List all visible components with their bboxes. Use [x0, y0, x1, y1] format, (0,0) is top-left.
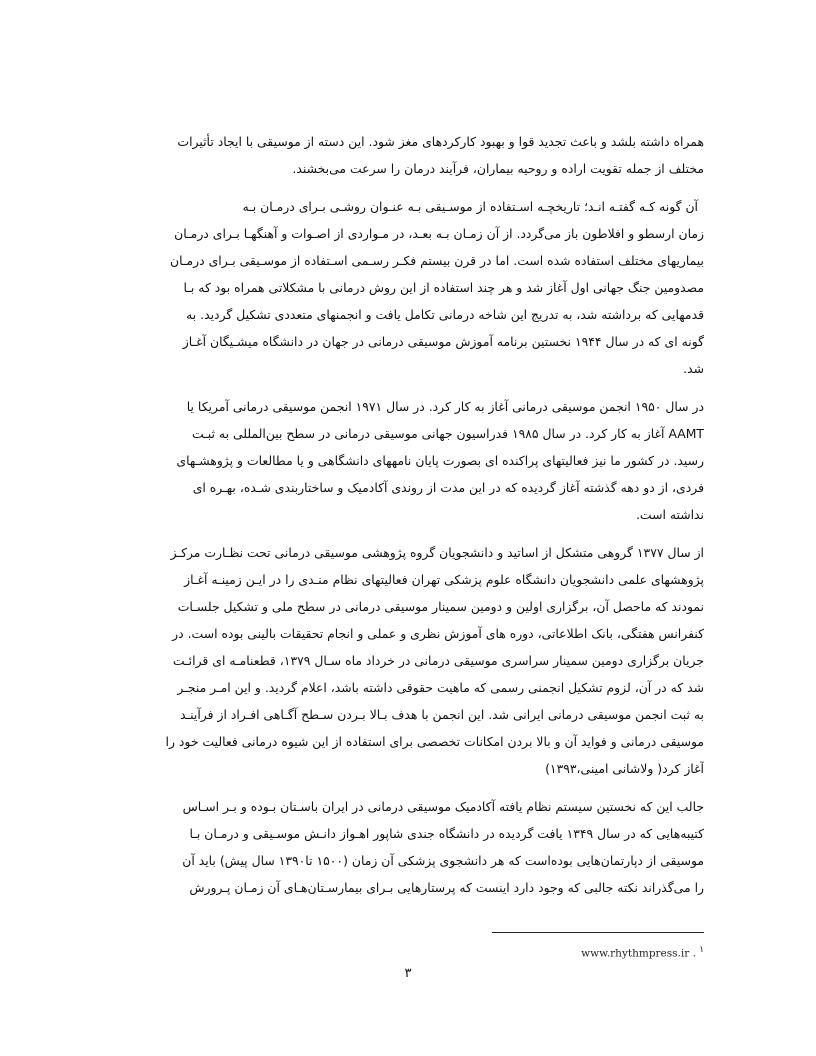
text-line: مختلف از جمله تقویت اراده و روحیه بیماران، فرآیند درمان را سرعت می‌بخشند.	[292, 161, 704, 176]
page-number: ۳	[404, 966, 412, 981]
paragraph-5	[68, 793, 704, 901]
text-line: جریان برگزاری دومین سمینار سراسری موسیقی درمانی در خرداد ماه سـال ۱۳۷۹، قطعنامـه ای قرائـت	[172, 653, 704, 668]
text-line: نداشته است.	[635, 507, 704, 522]
text-line: شد.	[683, 361, 704, 376]
paragraph-4	[68, 539, 704, 782]
footnote-text: www.rhythmpress.ir .	[581, 947, 696, 960]
text-line: در سال ۱۹۵۰ انجمن موسیقی درمانی آغاز به کار کرد. در سال ۱۹۷۱ انجمن موسیقی درمانی آمریکا یا	[186, 399, 704, 414]
text-line: پژوهشهای علمی دانشجویان دانشگاه علوم پزشکی تهران فعالیتهای نظام منـدی را در ایـن زمینـه آغـاز	[184, 572, 704, 587]
text-line: را می‌گذراند نکته جالبی که وجود دارد اینست که پرستارهایی بـرای بیمارسـتان‌هـای آن زمـان پـرورش	[189, 880, 704, 895]
text-line: بیماریهای مختلف استفاده شده است. اما در قرن بیستم فکـر رسـمی اسـتفاده از موسـیقی بـرای درمـان	[170, 253, 704, 268]
text-line: کتیبه‌هایی که در سال ۱۳۴۹ یافت گردیده در دانشگاه جندی شاپور اهـواز دانـش موسـیقی و درمـان بـا	[189, 826, 704, 841]
text-line: به ثبت انجمن موسیقی درمانی ایرانی شد. این انجمن با هدف بـالا بـردن سـطح آگـاهی افـراد از فرآینـد	[180, 707, 704, 722]
paragraph-1	[68, 128, 704, 182]
text-line: موسیقی درمانی و فواید آن و بالا بردن امکانات تخصصی برای استفاده از این شیوه درمانی فعالیت خود را	[165, 734, 704, 749]
text-line: آغاز کرد( ولاشانی امینی،۱۳۹۳)	[545, 761, 704, 776]
text-line: نمودند که ماحصل آن، برگزاری اولین و دومین سمینار موسیقی درمانی در سطح ملی و تشکیل جلسـات	[177, 599, 704, 614]
text-line: مصدومین جنگ جهانی اول آغاز شد و هر چند استفاده از این روش درمانی با مشکلاتی همراه بود که بـا	[183, 280, 704, 295]
text-line: موسیقی از دپارتمان‌هایی بوده‌است که هر دانشجوی پزشکی آن زمان (۱۵۰۰ تا۱۳۹۰ سال پیش) باید آن	[182, 853, 704, 868]
footnote-marker: ۱	[699, 945, 704, 955]
paragraph-3	[68, 393, 704, 528]
text-line: قدمهایی که برداشته شد، به تدریج این شاخه درمانی تکامل یافت و انجمنهای متعددی تشکیل گردید. به	[186, 307, 704, 322]
text-line: آن گونه کـه گفتـه انـد؛ تاریخچـه اسـتفاده از موسـیقی بـه عنـوان روشـی بـرای درمـان بـه	[242, 199, 698, 214]
text-line: از سال ۱۳۷۷ گروهی متشکل از اساتید و دانشجویان گروه پژوهشی موسیقی درمانی تحت نظـارت مرکـز	[170, 545, 704, 560]
text-line: شد که در آن، لزوم تشکیل انجمنی رسمی که ماهیت حقوقی داشته باشد، اعلام گردید. و این امـر منجـر	[177, 680, 704, 695]
text-line: رسید. در کشور ما نیز فعالیتهای پراکنده ای بصورت پایان نامههای دانشگاهی و یا مطالعات و پژوهشـهای	[176, 453, 704, 468]
text-line: همراه داشته بلشد و باعث تجدید قوا و بهبود کارکردهای مغز شود. این دسته از موسیقی با ایجاد تأثیرات	[177, 134, 704, 149]
body-text	[68, 128, 704, 912]
text-line: گونه ای که در سال ۱۹۴۴ نخستین برنامه آموزش موسیقی درمانی در جهان در دانشگاه میشـیگان آغـاز	[182, 334, 704, 349]
text-line: زمان ارسطو و افلاطون باز می‌گردد. از آن زمـان بـه بعـد، در مـواردی از اصـوات و آهنگهـا بـرای درمـان	[174, 226, 704, 241]
text-line: کنفرانس هفتگی، بانک اطلاعاتی، دوره های آموزش نظری و عملی و انجام تحقیقات بالینی بوده است. در	[172, 626, 704, 641]
text-line: AAMT آغاز به کار کرد. در سال ۱۹۸۵ فدراسیون جهانی موسیقی درمانی در سطح بین‌المللی به ثبـت	[192, 426, 704, 441]
paragraph-2	[68, 193, 704, 382]
footnote-divider	[492, 932, 704, 933]
text-line: جالب این که نخستین سیستم نظام یافته آکادمیک موسیقی درمانی در ایران باسـتان بـوده و بـر اسـاس	[182, 799, 704, 814]
footnote	[581, 945, 704, 960]
text-line: فردی، از دو دهه گذشته آغاز گردیده که در این مدت از روندی آکادمیک و ساختاربندی شـده، بهـره ای	[192, 480, 704, 495]
